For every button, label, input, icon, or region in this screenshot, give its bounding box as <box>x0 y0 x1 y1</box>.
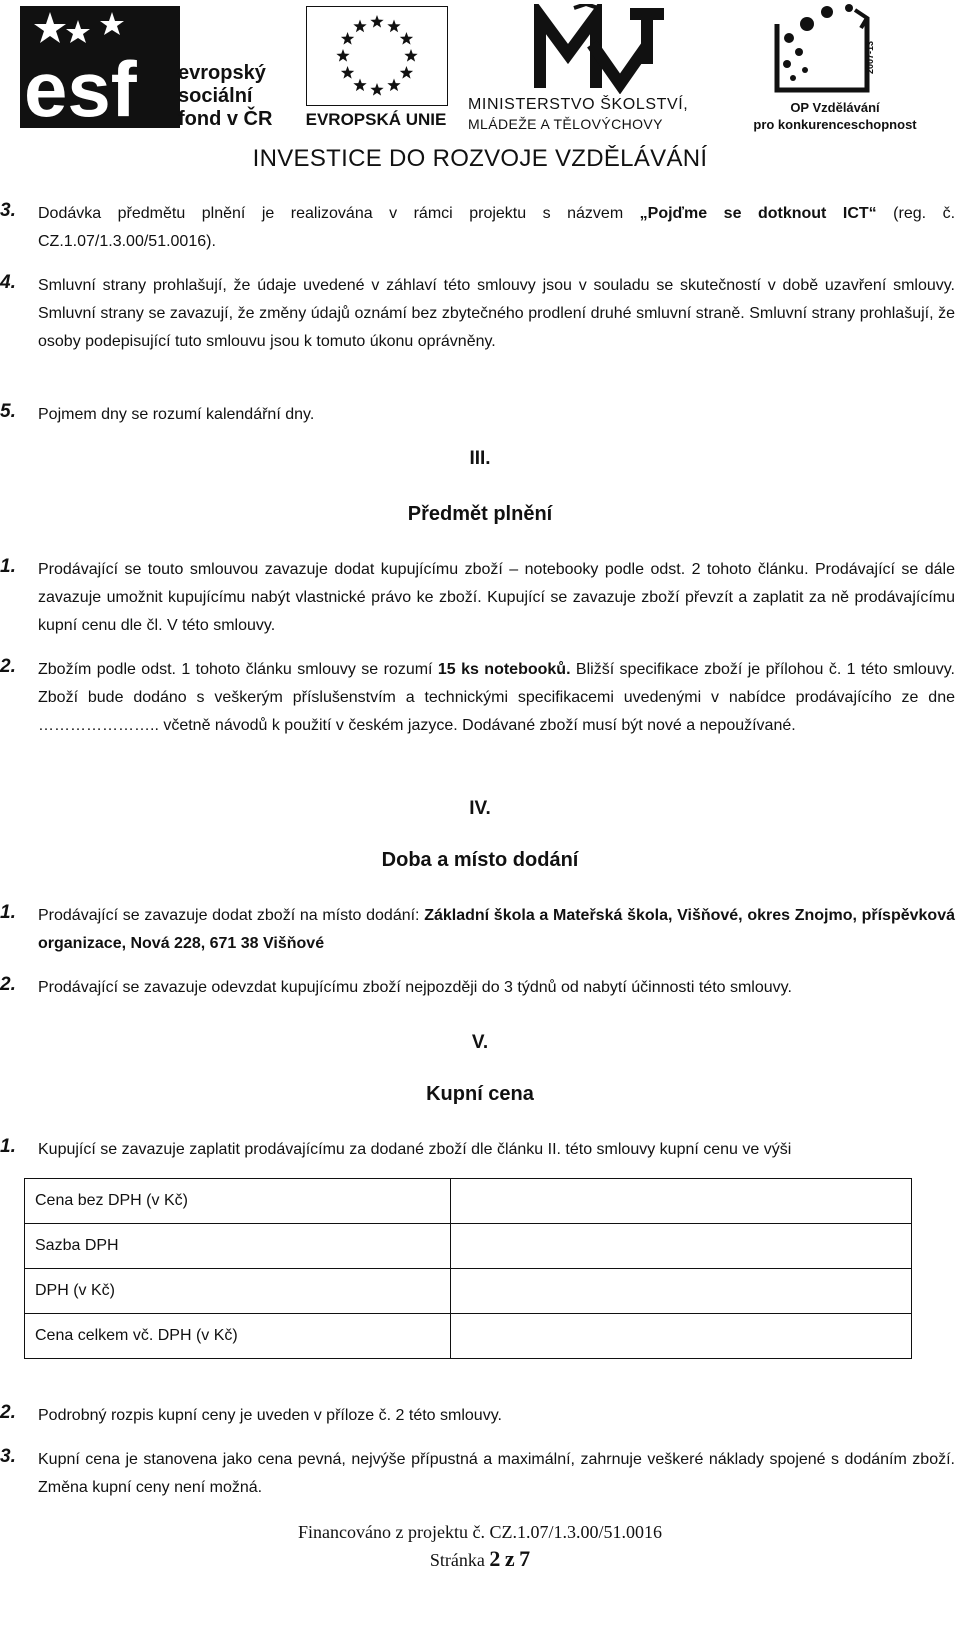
price-label: Sazba DPH <box>25 1224 451 1269</box>
section-iv-title: Doba a místo dodání <box>381 849 579 871</box>
clause-number: 2. <box>0 656 16 677</box>
clause-text: Podrobný rozpis kupní ceny je uveden v příloze č. 2 této smlouvy. <box>38 1407 502 1424</box>
clause-text: Smluvní strany prohlašují, že údaje uvedené v záhlaví této smlouvy jsou v souladu se skutečností v době uzavření smlouvy. Smluvní strany se zavazují, že změny údajů oznámí bez zbytečného prodlení druhé smluvní straně. Smluvní strany prohlašují, že osoby podepisující tuto smlouvu jsou k tomuto úkonu oprávněny. <box>38 277 955 350</box>
msmt-line-1: MINISTERSTVO ŠKOLSTVÍ, <box>468 96 689 113</box>
table-row <box>25 1224 912 1269</box>
footer-funding: Financováno z projektu č. CZ.1.07/1.3.00/51.0016 <box>298 1522 662 1542</box>
price-value <box>451 1314 912 1359</box>
price-value <box>451 1269 912 1314</box>
op-years: 2007-13 <box>865 40 875 74</box>
esf-logo <box>20 6 285 131</box>
op-line-2: pro konkurenceschopnost <box>753 117 917 132</box>
svg-text:esf: esf <box>24 45 137 128</box>
clause-number: 4. <box>0 272 16 293</box>
clause-text: Zbožím podle odst. 1 tohoto článku smlouvy se rozumí 15 ks notebooků. Bližší specifikace zboží je přílohou č. 1 této smlouvy. Zboží bude dodáno s veškerým příslušenstvím a technickými specifikacemi uvedenými v nabídce prodávajícího ze dne ………………….. včetně návodů k použití v českém jazyce. Dodávané zboží musí být nové a nepoužívané. <box>38 661 955 734</box>
delivery-place: Základní škola a Mateřská škola, Višňové, okres Znojmo, příspěvková organizace, Nová 228, 671 38 Višňové <box>38 907 955 952</box>
investice-tagline: INVESTICE DO ROZVOJE VZDĚLÁVÁNÍ <box>252 145 708 172</box>
op-logo-icon <box>767 4 887 98</box>
op-line-1: OP Vzdělávání <box>790 100 880 115</box>
eu-flag-icon <box>306 6 448 106</box>
price-label: Cena bez DPH (v Kč) <box>25 1179 451 1224</box>
clause-number: 2. <box>0 1402 16 1423</box>
clause-text: Prodávající se zavazuje odevzdat kupujícímu zboží nejpozději do 3 týdnů od nabytí účinnosti této smlouvy. <box>38 979 792 996</box>
project-name: „Pojďme se dotknout ICT“ <box>639 205 877 222</box>
section-iv-number: IV. <box>469 798 491 819</box>
clause-text: Prodávající se touto smlouvou zavazuje dodat kupujícímu zboží – notebooky podle odst. 2 tohoto článku. Prodávající se dále zavazuje umožnit kupujícímu nabýt vlastnické právo ke zboží. Kupující se zavazuje zboží převzít a zaplatit za ně prodávajícímu kupní cenu dle čl. V této smlouvy. <box>38 561 955 634</box>
clause-number: 3. <box>0 200 16 221</box>
clause-text: Dodávka předmětu plnění je realizována v rámci projektu s názvem „Pojďme se dotknout ICT“ (reg. č. CZ.1.07/1.3.00/51.0016). <box>38 205 956 250</box>
esf-line-3: fond v ČR <box>178 108 273 130</box>
clause-number: 1. <box>0 556 16 577</box>
price-value <box>451 1224 912 1269</box>
clause-text: Kupní cena je stanovena jako cena pevná, nejvýše přípustná a maximální, zahrnuje veškeré náklady spojené s dodáním zboží. Změna kupní ceny není možná. <box>38 1451 955 1496</box>
price-label: Cena celkem vč. DPH (v Kč) <box>25 1314 451 1359</box>
esf-logo-icon <box>20 6 180 128</box>
msmt-logo-icon <box>534 4 664 94</box>
eu-logo <box>296 6 456 131</box>
clause-text: Prodávající se zavazuje dodat zboží na místo dodání: Základní škola a Mateřská škola, Višňové, okres Znojmo, příspěvková organizace, Nová 228, 671 38 Višňové <box>38 907 955 952</box>
clause-text: Kupující se zavazuje zaplatit prodávajícímu za dodané zboží dle článku II. této smlouvy kupní cenu ve výši <box>38 1141 792 1158</box>
footer-page-number: Stránka 2 z 7 <box>429 1546 531 1571</box>
clause-number: 5. <box>0 401 16 422</box>
section-v-number: V. <box>471 1032 489 1053</box>
table-row <box>25 1269 912 1314</box>
eu-label: EVROPSKÁ UNIE <box>305 110 447 129</box>
item-quantity: 15 ks notebooků. <box>437 661 571 678</box>
op-logo <box>745 4 925 132</box>
esf-line-1: evropský <box>178 62 266 84</box>
table-row <box>25 1314 912 1359</box>
clause-number: 1. <box>0 1136 16 1157</box>
clause-text: Pojmem dny se rozumí kalendářní dny. <box>38 406 315 423</box>
section-iii-number: III. <box>469 448 491 469</box>
price-label: DPH (v Kč) <box>25 1269 451 1314</box>
section-iii-title: Předmět plnění <box>407 503 553 525</box>
table-row <box>25 1179 912 1224</box>
header-logos <box>0 0 960 185</box>
clause-number: 2. <box>0 974 16 995</box>
msmt-line-2: MLÁDEŽE A TĚLOVÝCHOVY <box>468 116 663 132</box>
esf-line-2: sociální <box>178 85 253 107</box>
clause-number: 1. <box>0 902 16 923</box>
price-value <box>451 1179 912 1224</box>
section-v-title: Kupní cena <box>426 1083 534 1105</box>
clause-number: 3. <box>0 1446 16 1467</box>
price-table <box>24 1178 912 1359</box>
msmt-logo <box>468 4 738 132</box>
